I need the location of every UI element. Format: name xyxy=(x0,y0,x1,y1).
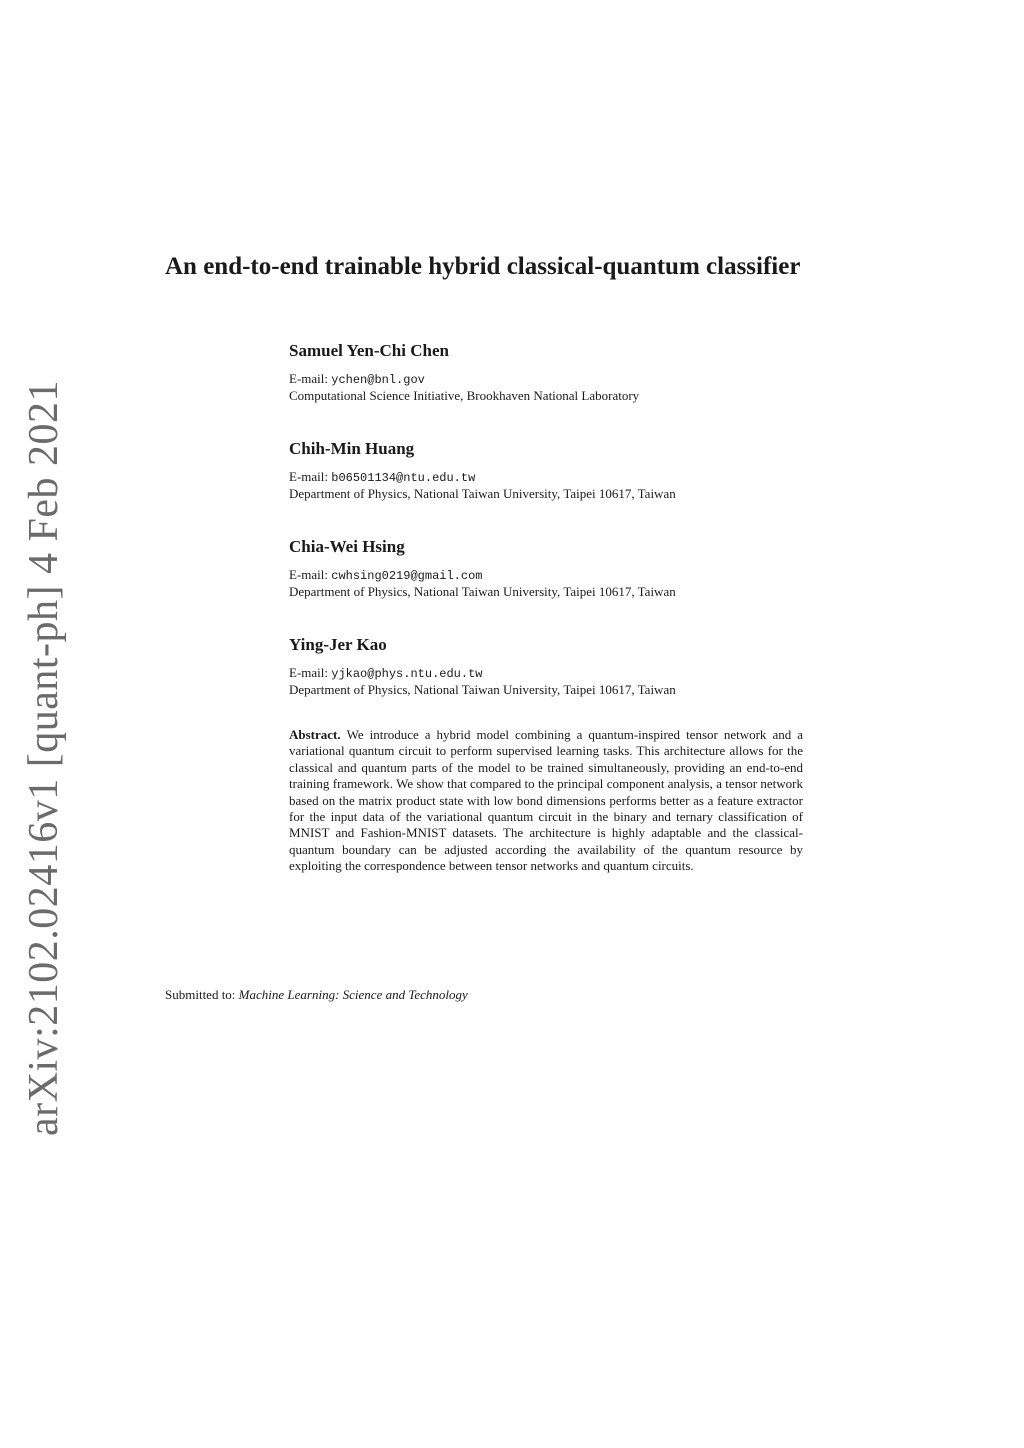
author-name: Chia-Wei Hsing xyxy=(289,537,405,556)
submitted-to xyxy=(165,987,468,1003)
author-email-line xyxy=(289,567,809,584)
abstract-text: We introduce a hybrid model combining a quantum-inspired tensor network and a variational quantum circuit to perform supervised learning tasks. This architecture allows for the classical and quantum parts of the model to be trained simultaneously, providing an end-to-end training framework. We show that compared to the principal component analysis, a tensor network based on the matrix product state with low bond dimensions performs better as a feature extractor for the input data of the variational quantum circuit in the binary and ternary classification of MNIST and Fashion-MNIST datasets. The architecture is highly adaptable and the classical-quantum boundary can be adjusted according the availability of the quantum resource by exploiting the correspondence between tensor networks and quantum circuits. xyxy=(289,727,803,874)
journal-name: Machine Learning: Science and Technology xyxy=(238,987,468,1002)
author-email-line xyxy=(289,665,809,682)
arxiv-identifier: arXiv:2102.02416v1 [quant-ph] 4 Feb 2021 xyxy=(21,379,67,1137)
author-affiliation: Computational Science Initiative, Brookhaven National Laboratory xyxy=(289,388,640,403)
submitted-label: Submitted to: xyxy=(165,987,236,1002)
email-label: E-mail: xyxy=(289,567,328,582)
author-block xyxy=(289,439,809,537)
author-email-line xyxy=(289,371,809,388)
author-email[interactable]: cwhsing0219@gmail.com xyxy=(331,569,483,583)
author-list xyxy=(289,341,809,733)
email-label: E-mail: xyxy=(289,371,328,386)
author-email[interactable]: ychen@bnl.gov xyxy=(331,373,425,387)
author-email[interactable]: b06501134@ntu.edu.tw xyxy=(331,471,476,485)
author-block xyxy=(289,537,809,635)
author-name: Samuel Yen-Chi Chen xyxy=(289,341,449,360)
author-block xyxy=(289,635,809,733)
author-name: Chih-Min Huang xyxy=(289,439,415,458)
email-label: E-mail: xyxy=(289,665,328,680)
author-email[interactable]: yjkao@phys.ntu.edu.tw xyxy=(331,667,483,681)
author-affiliation: Department of Physics, National Taiwan University, Taipei 10617, Taiwan xyxy=(289,584,676,599)
author-name: Ying-Jer Kao xyxy=(289,635,387,654)
paper-title: An end-to-end trainable hybrid classical-quantum classifier xyxy=(165,253,801,280)
email-label: E-mail: xyxy=(289,469,328,484)
abstract-label: Abstract. xyxy=(289,727,341,742)
abstract xyxy=(289,727,803,875)
author-email-line xyxy=(289,469,809,486)
author-affiliation: Department of Physics, National Taiwan University, Taipei 10617, Taiwan xyxy=(289,486,676,501)
author-block xyxy=(289,341,809,439)
author-affiliation: Department of Physics, National Taiwan University, Taipei 10617, Taiwan xyxy=(289,682,676,697)
